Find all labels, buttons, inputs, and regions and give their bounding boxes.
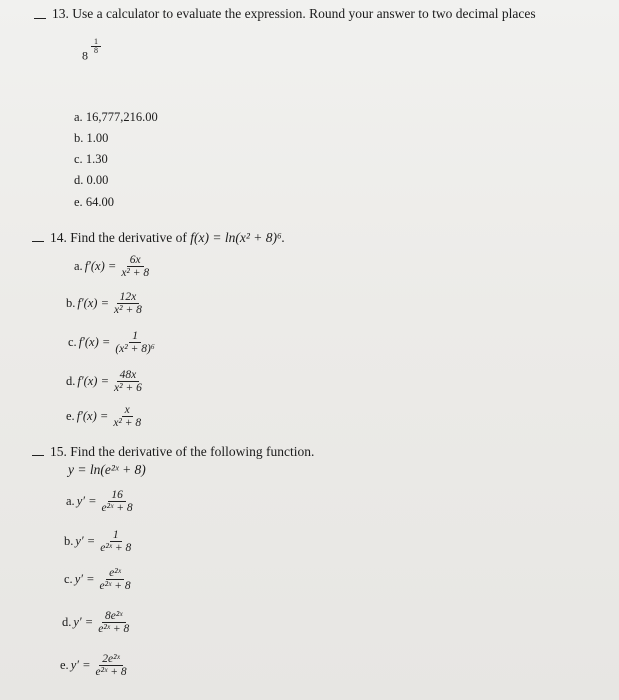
option-lhs: f′(x) = [77,296,110,311]
option-text: 16,777,216.00 [85,110,158,124]
fraction-numerator: e²ˣ [106,567,124,580]
option-lhs: f′(x) = [76,409,109,424]
option-fraction [111,369,145,394]
expr-base: 8 [82,48,88,63]
question-14-title [50,230,285,246]
option-lhs: y′ = [73,615,94,630]
option-label: c. [68,335,77,350]
q13-option-d[interactable] [74,173,108,188]
q14-option-a[interactable] [74,254,152,279]
option-label: c. [74,152,83,166]
q15-option-c[interactable] [64,567,134,592]
option-fraction [111,291,145,316]
q13-option-c[interactable] [74,152,108,167]
option-label: d. [62,615,72,630]
fraction-denominator: e²ˣ + 8 [98,623,130,636]
fraction-denominator: e²ˣ + 8 [99,580,131,593]
question-prompt: Use a calculator to evaluate the expression. Round your answer to two decimal places [72,6,536,21]
fraction-denominator: x² + 6 [114,382,142,395]
option-lhs: f′(x) = [78,335,111,350]
option-label: b. [64,534,74,549]
option-lhs: y′ = [76,494,97,509]
option-fraction [112,330,157,355]
fraction-denominator: (x² + 8)⁶ [115,343,155,356]
option-label: a. [74,259,83,274]
answer-blank-15 [32,455,44,456]
option-lhs: y′ = [74,572,95,587]
q13-option-b[interactable] [74,131,108,146]
q15-option-a[interactable] [66,489,136,514]
fraction-numerator: 1 [129,330,141,343]
option-text: 0.00 [86,173,109,187]
option-fraction [97,567,134,592]
option-fraction [99,489,136,514]
fraction-denominator: x² + 8 [121,267,150,280]
option-text: 64.00 [85,195,114,209]
option-label: d. [66,374,76,389]
fraction-numerator: x [122,404,133,417]
option-fraction [93,653,130,678]
option-label: c. [64,572,73,587]
option-label: b. [74,131,84,145]
option-label: e. [74,195,83,209]
fraction-numerator: 12x [117,291,140,304]
option-label: d. [74,173,84,187]
fraction-denominator: x² + 8 [114,304,142,317]
fraction-denominator: x² + 8 [113,417,142,430]
option-label: b. [66,296,76,311]
q13-option-a[interactable] [74,110,158,125]
q13-expression [82,38,101,64]
option-lhs: f′(x) = [77,374,110,389]
question-prompt: Find the derivative of the following function. [70,444,315,459]
option-fraction [118,254,152,279]
option-fraction [95,610,132,635]
answer-blank-13 [34,18,46,19]
q14-option-c[interactable] [68,330,158,355]
option-label: e. [60,658,69,673]
fraction-denominator: e²ˣ + 8 [100,542,132,555]
q13-option-e[interactable] [74,195,114,210]
fraction-denominator: e²ˣ + 8 [101,502,133,515]
exp-denominator: 8 [94,46,98,56]
option-fraction [97,529,134,554]
option-lhs: f′(x) = [84,259,117,274]
fraction-denominator: e²ˣ + 8 [95,666,127,679]
fraction-numerator: 8e²ˣ [102,610,126,623]
question-15-function: y = ln(e²ˣ + 8) [68,462,146,477]
expr-exponent [91,38,101,56]
option-lhs: y′ = [75,534,96,549]
option-text: 1.00 [86,131,109,145]
option-label: a. [74,110,83,124]
question-number: 15. [50,444,67,459]
fraction-numerator: 16 [108,489,126,502]
question-number: 13. [52,6,69,21]
answer-blank-14 [32,241,44,242]
q15-option-b[interactable] [64,529,134,554]
q14-option-e[interactable] [66,404,144,429]
fraction-numerator: 6x [127,254,144,267]
option-fraction [110,404,144,429]
q15-option-d[interactable] [62,610,132,635]
exp-numerator: 1 [91,38,101,47]
q14-option-d[interactable] [66,369,145,394]
option-lhs: y′ = [70,658,91,673]
question-15-title [50,444,314,460]
option-label: e. [66,409,75,424]
fraction-numerator: 48x [117,369,140,382]
fraction-numerator: 2e²ˣ [99,653,123,666]
fraction-numerator: 1 [110,529,122,542]
question-function: f(x) = ln(x² + 8)⁶. [190,230,286,245]
option-label: a. [66,494,75,509]
question-13-title [52,6,536,22]
q14-option-b[interactable] [66,291,145,316]
q15-option-e[interactable] [60,653,130,678]
question-prompt: Find the derivative of [70,230,187,245]
option-text: 1.30 [85,152,108,166]
question-number: 14. [50,230,67,245]
